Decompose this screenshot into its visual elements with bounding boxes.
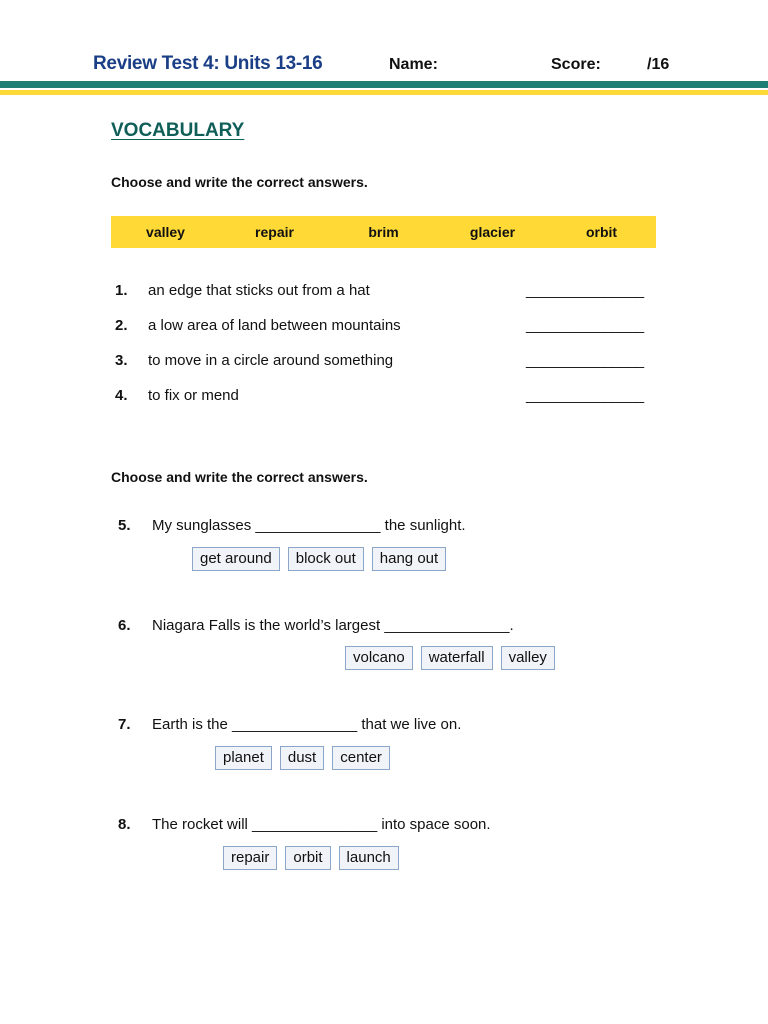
item-number: 2.	[115, 317, 128, 334]
definition-item	[115, 352, 675, 374]
definition-item	[115, 317, 675, 339]
word-bank-item: valley	[146, 224, 185, 240]
definition-text: to move in a circle around something	[148, 352, 394, 369]
item-number: 6.	[118, 617, 131, 634]
word-bank	[111, 216, 656, 248]
answer-option[interactable]: waterfall	[421, 646, 493, 670]
definition-item	[115, 387, 675, 409]
score-total: /16	[647, 56, 670, 73]
score-label: Score:	[551, 56, 601, 73]
answer-options	[223, 846, 399, 870]
definition-text: to fix or mend	[148, 387, 239, 404]
answer-blank[interactable]: _______________	[526, 317, 644, 334]
item-number: 5.	[118, 517, 131, 534]
answer-blank[interactable]: _______________	[526, 282, 644, 299]
part1-instruction: Choose and write the correct answers.	[111, 174, 368, 190]
answer-option[interactable]: block out	[288, 547, 364, 571]
item-number: 3.	[115, 352, 128, 369]
answer-options	[345, 646, 555, 670]
test-title: Review Test 4: Units 13-16	[93, 53, 323, 74]
answer-option[interactable]: dust	[280, 746, 324, 770]
name-label: Name:	[389, 56, 438, 73]
answer-option[interactable]: orbit	[285, 846, 330, 870]
item-number: 1.	[115, 282, 128, 299]
answer-blank[interactable]: _______________	[526, 387, 644, 404]
word-bank-item: glacier	[469, 224, 516, 240]
answer-option[interactable]: planet	[215, 746, 272, 770]
answer-option[interactable]: repair	[223, 846, 277, 870]
answer-blank[interactable]: _______________	[526, 352, 644, 369]
answer-option[interactable]: center	[332, 746, 390, 770]
item-number: 8.	[118, 816, 131, 833]
part2-instruction: Choose and write the correct answers.	[111, 469, 368, 485]
question-text: Niagara Falls is the world’s largest _______________.	[152, 617, 514, 634]
word-bank-item: brim	[368, 224, 399, 240]
answer-option[interactable]: launch	[339, 846, 399, 870]
item-number: 7.	[118, 716, 131, 733]
header-stripe-teal	[0, 81, 768, 88]
question-text: The rocket will _______________ into space soon.	[152, 816, 491, 833]
answer-option[interactable]: hang out	[372, 547, 446, 571]
answer-option[interactable]: volcano	[345, 646, 413, 670]
section-title: VOCABULARY	[111, 120, 245, 141]
answer-options	[192, 547, 446, 571]
header-stripe-yellow	[0, 90, 768, 95]
word-bank-item: repair	[255, 224, 294, 240]
item-number: 4.	[115, 387, 128, 404]
word-bank-item: orbit	[585, 224, 618, 240]
answer-option[interactable]: valley	[501, 646, 555, 670]
question-text: My sunglasses _______________ the sunlight.	[152, 517, 466, 534]
definition-text: a low area of land between mountains	[148, 317, 401, 334]
definition-item	[115, 282, 675, 304]
definition-text: an edge that sticks out from a hat	[148, 282, 370, 299]
answer-option[interactable]: get around	[192, 547, 280, 571]
answer-options	[215, 746, 390, 770]
question-text: Earth is the _______________ that we live on.	[152, 716, 462, 733]
